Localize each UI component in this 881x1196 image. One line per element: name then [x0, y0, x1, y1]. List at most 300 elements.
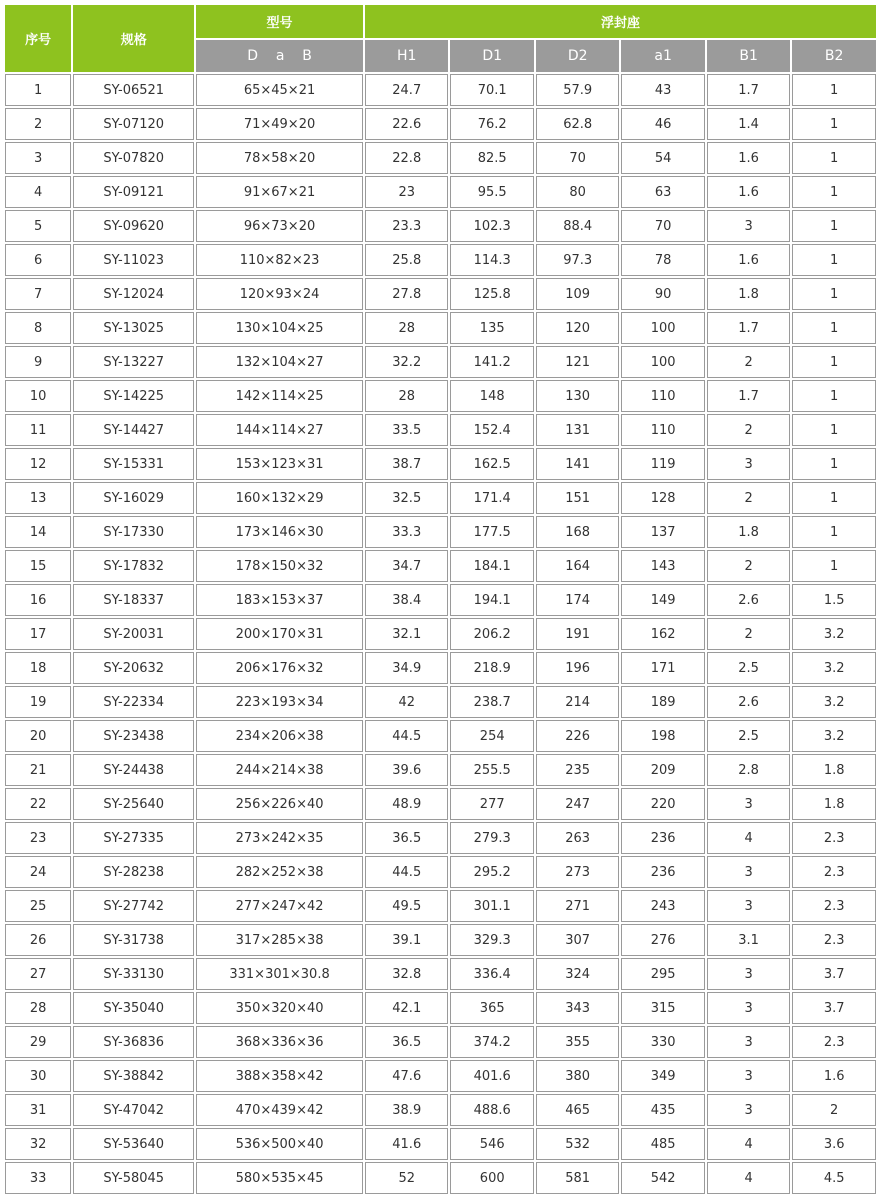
cell-d1: 295.2 [450, 856, 533, 888]
cell-spec: SY-36836 [73, 1026, 194, 1058]
cell-model: 277×247×42 [196, 890, 363, 922]
cell-a1: 78 [621, 244, 704, 276]
cell-seq: 31 [5, 1094, 71, 1126]
cell-h1: 27.8 [365, 278, 448, 310]
cell-d1: 162.5 [450, 448, 533, 480]
cell-d1: 488.6 [450, 1094, 533, 1126]
cell-d1: 336.4 [450, 958, 533, 990]
cell-model: 96×73×20 [196, 210, 363, 242]
cell-h1: 48.9 [365, 788, 448, 820]
cell-b1: 1.6 [707, 142, 790, 174]
cell-spec: SY-35040 [73, 992, 194, 1024]
cell-seq: 23 [5, 822, 71, 854]
cell-d1: 374.2 [450, 1026, 533, 1058]
cell-seq: 24 [5, 856, 71, 888]
cell-b1: 2 [707, 482, 790, 514]
cell-d2: 581 [536, 1162, 619, 1194]
cell-d1: 255.5 [450, 754, 533, 786]
cell-b2: 2.3 [792, 890, 876, 922]
cell-a1: 43 [621, 74, 704, 106]
cell-seq: 9 [5, 346, 71, 378]
cell-d2: 141 [536, 448, 619, 480]
cell-d2: 247 [536, 788, 619, 820]
cell-b2: 1 [792, 414, 876, 446]
cell-model: 110×82×23 [196, 244, 363, 276]
cell-h1: 52 [365, 1162, 448, 1194]
cell-h1: 22.6 [365, 108, 448, 140]
cell-d2: 120 [536, 312, 619, 344]
cell-spec: SY-17832 [73, 550, 194, 582]
cell-spec: SY-18337 [73, 584, 194, 616]
cell-model: 388×358×42 [196, 1060, 363, 1092]
cell-b2: 1 [792, 74, 876, 106]
cell-a1: 276 [621, 924, 704, 956]
cell-h1: 24.7 [365, 74, 448, 106]
cell-d2: 465 [536, 1094, 619, 1126]
cell-b1: 1.7 [707, 74, 790, 106]
cell-a1: 100 [621, 346, 704, 378]
cell-h1: 33.3 [365, 516, 448, 548]
cell-spec: SY-28238 [73, 856, 194, 888]
cell-spec: SY-24438 [73, 754, 194, 786]
cell-b1: 3 [707, 1060, 790, 1092]
cell-b2: 3.6 [792, 1128, 876, 1160]
cell-spec: SY-23438 [73, 720, 194, 752]
table-row [5, 992, 876, 1024]
cell-spec: SY-16029 [73, 482, 194, 514]
cell-model: 331×301×30.8 [196, 958, 363, 990]
table-row [5, 890, 876, 922]
cell-h1: 22.8 [365, 142, 448, 174]
table-row [5, 754, 876, 786]
cell-model: 130×104×25 [196, 312, 363, 344]
cell-spec: SY-38842 [73, 1060, 194, 1092]
header-d2: D2 [536, 40, 619, 72]
header-model-sub: D a B [196, 40, 363, 72]
cell-b1: 4 [707, 822, 790, 854]
cell-seq: 3 [5, 142, 71, 174]
cell-d2: 130 [536, 380, 619, 412]
header-model: 型号 [196, 5, 363, 38]
cell-b1: 2.5 [707, 720, 790, 752]
cell-b2: 1 [792, 210, 876, 242]
cell-d1: 148 [450, 380, 533, 412]
cell-seq: 25 [5, 890, 71, 922]
cell-model: 580×535×45 [196, 1162, 363, 1194]
cell-d1: 135 [450, 312, 533, 344]
cell-a1: 143 [621, 550, 704, 582]
cell-b2: 4.5 [792, 1162, 876, 1194]
cell-d2: 263 [536, 822, 619, 854]
table-row [5, 924, 876, 956]
cell-model: 183×153×37 [196, 584, 363, 616]
cell-spec: SY-58045 [73, 1162, 194, 1194]
cell-d1: 184.1 [450, 550, 533, 582]
table-row [5, 74, 876, 106]
cell-model: 132×104×27 [196, 346, 363, 378]
cell-b1: 3 [707, 788, 790, 820]
cell-h1: 39.6 [365, 754, 448, 786]
cell-seq: 13 [5, 482, 71, 514]
cell-b1: 1.8 [707, 278, 790, 310]
cell-spec: SY-09620 [73, 210, 194, 242]
cell-a1: 189 [621, 686, 704, 718]
table-row [5, 1128, 876, 1160]
cell-b1: 2.8 [707, 754, 790, 786]
cell-b1: 3 [707, 890, 790, 922]
table-row [5, 720, 876, 752]
cell-b2: 1 [792, 346, 876, 378]
cell-seq: 16 [5, 584, 71, 616]
cell-d1: 254 [450, 720, 533, 752]
cell-b2: 1 [792, 108, 876, 140]
cell-seq: 20 [5, 720, 71, 752]
cell-d1: 365 [450, 992, 533, 1024]
cell-model: 200×170×31 [196, 618, 363, 650]
cell-b1: 2.6 [707, 686, 790, 718]
cell-d2: 109 [536, 278, 619, 310]
table-row [5, 176, 876, 208]
table-row [5, 618, 876, 650]
cell-d1: 114.3 [450, 244, 533, 276]
cell-model: 206×176×32 [196, 652, 363, 684]
table-row [5, 822, 876, 854]
cell-b2: 2.3 [792, 856, 876, 888]
cell-a1: 295 [621, 958, 704, 990]
cell-model: 536×500×40 [196, 1128, 363, 1160]
cell-h1: 34.9 [365, 652, 448, 684]
cell-b1: 2.6 [707, 584, 790, 616]
cell-seq: 12 [5, 448, 71, 480]
cell-h1: 32.8 [365, 958, 448, 990]
cell-seq: 15 [5, 550, 71, 582]
cell-d2: 324 [536, 958, 619, 990]
cell-b2: 3.7 [792, 992, 876, 1024]
cell-spec: SY-07820 [73, 142, 194, 174]
cell-h1: 23.3 [365, 210, 448, 242]
header-spec: 规格 [73, 5, 194, 72]
cell-seq: 11 [5, 414, 71, 446]
header-b1: B1 [707, 40, 790, 72]
cell-d2: 214 [536, 686, 619, 718]
cell-seq: 26 [5, 924, 71, 956]
cell-spec: SY-07120 [73, 108, 194, 140]
cell-b1: 2 [707, 550, 790, 582]
table-row [5, 278, 876, 310]
table-row [5, 856, 876, 888]
cell-seq: 7 [5, 278, 71, 310]
cell-spec: SY-25640 [73, 788, 194, 820]
table-row [5, 312, 876, 344]
cell-a1: 119 [621, 448, 704, 480]
cell-d2: 57.9 [536, 74, 619, 106]
cell-model: 470×439×42 [196, 1094, 363, 1126]
cell-d1: 401.6 [450, 1060, 533, 1092]
cell-a1: 236 [621, 822, 704, 854]
cell-d1: 70.1 [450, 74, 533, 106]
cell-a1: 209 [621, 754, 704, 786]
cell-a1: 110 [621, 414, 704, 446]
cell-b2: 1.5 [792, 584, 876, 616]
table-row [5, 1094, 876, 1126]
cell-seq: 4 [5, 176, 71, 208]
cell-d2: 273 [536, 856, 619, 888]
cell-model: 173×146×30 [196, 516, 363, 548]
cell-model: 350×320×40 [196, 992, 363, 1024]
table-row [5, 1026, 876, 1058]
cell-h1: 32.2 [365, 346, 448, 378]
cell-seq: 19 [5, 686, 71, 718]
cell-b1: 1.4 [707, 108, 790, 140]
table-row [5, 414, 876, 446]
cell-b2: 1.8 [792, 788, 876, 820]
cell-d2: 226 [536, 720, 619, 752]
spec-table [3, 3, 878, 1196]
cell-b2: 3.2 [792, 720, 876, 752]
cell-a1: 128 [621, 482, 704, 514]
cell-b2: 1 [792, 482, 876, 514]
cell-b2: 2.3 [792, 822, 876, 854]
cell-h1: 47.6 [365, 1060, 448, 1092]
cell-b2: 3.2 [792, 686, 876, 718]
cell-d1: 171.4 [450, 482, 533, 514]
cell-h1: 36.5 [365, 1026, 448, 1058]
cell-h1: 39.1 [365, 924, 448, 956]
cell-a1: 90 [621, 278, 704, 310]
cell-h1: 44.5 [365, 720, 448, 752]
cell-a1: 330 [621, 1026, 704, 1058]
cell-d1: 277 [450, 788, 533, 820]
cell-d2: 307 [536, 924, 619, 956]
cell-b1: 3 [707, 992, 790, 1024]
cell-h1: 28 [365, 380, 448, 412]
cell-seq: 5 [5, 210, 71, 242]
cell-d1: 125.8 [450, 278, 533, 310]
cell-b2: 1.8 [792, 754, 876, 786]
table-row [5, 516, 876, 548]
table-row [5, 1162, 876, 1194]
cell-d1: 238.7 [450, 686, 533, 718]
table-row [5, 550, 876, 582]
cell-model: 234×206×38 [196, 720, 363, 752]
cell-b1: 3.1 [707, 924, 790, 956]
cell-spec: SY-15331 [73, 448, 194, 480]
cell-d2: 271 [536, 890, 619, 922]
cell-a1: 70 [621, 210, 704, 242]
cell-b1: 3 [707, 1026, 790, 1058]
cell-d2: 168 [536, 516, 619, 548]
cell-model: 273×242×35 [196, 822, 363, 854]
table-body [5, 74, 876, 1194]
cell-d1: 279.3 [450, 822, 533, 854]
cell-b1: 2 [707, 414, 790, 446]
cell-b2: 1 [792, 278, 876, 310]
cell-b2: 1 [792, 380, 876, 412]
cell-d2: 88.4 [536, 210, 619, 242]
table-row [5, 210, 876, 242]
cell-model: 144×114×27 [196, 414, 363, 446]
table-row [5, 346, 876, 378]
cell-a1: 63 [621, 176, 704, 208]
cell-d2: 62.8 [536, 108, 619, 140]
header-seat: 浮封座 [365, 5, 876, 38]
cell-d2: 151 [536, 482, 619, 514]
cell-d1: 206.2 [450, 618, 533, 650]
cell-seq: 21 [5, 754, 71, 786]
cell-seq: 28 [5, 992, 71, 1024]
cell-b1: 2 [707, 618, 790, 650]
cell-d1: 218.9 [450, 652, 533, 684]
cell-spec: SY-14225 [73, 380, 194, 412]
cell-spec: SY-17330 [73, 516, 194, 548]
cell-a1: 315 [621, 992, 704, 1024]
cell-d1: 95.5 [450, 176, 533, 208]
cell-h1: 34.7 [365, 550, 448, 582]
table-row [5, 1060, 876, 1092]
cell-seq: 18 [5, 652, 71, 684]
cell-b1: 1.7 [707, 380, 790, 412]
cell-h1: 38.9 [365, 1094, 448, 1126]
cell-h1: 32.1 [365, 618, 448, 650]
cell-d2: 131 [536, 414, 619, 446]
cell-seq: 22 [5, 788, 71, 820]
cell-b1: 4 [707, 1162, 790, 1194]
cell-b2: 1 [792, 516, 876, 548]
cell-b1: 3 [707, 448, 790, 480]
cell-d2: 191 [536, 618, 619, 650]
cell-d2: 164 [536, 550, 619, 582]
cell-b2: 1 [792, 176, 876, 208]
cell-d2: 532 [536, 1128, 619, 1160]
cell-d1: 194.1 [450, 584, 533, 616]
cell-d2: 121 [536, 346, 619, 378]
cell-d1: 152.4 [450, 414, 533, 446]
cell-seq: 33 [5, 1162, 71, 1194]
cell-b2: 1.6 [792, 1060, 876, 1092]
cell-spec: SY-31738 [73, 924, 194, 956]
cell-b2: 1 [792, 448, 876, 480]
cell-h1: 25.8 [365, 244, 448, 276]
table-row [5, 108, 876, 140]
cell-spec: SY-47042 [73, 1094, 194, 1126]
cell-d1: 76.2 [450, 108, 533, 140]
cell-b2: 3.7 [792, 958, 876, 990]
cell-d2: 380 [536, 1060, 619, 1092]
cell-model: 65×45×21 [196, 74, 363, 106]
cell-a1: 485 [621, 1128, 704, 1160]
cell-model: 120×93×24 [196, 278, 363, 310]
cell-model: 282×252×38 [196, 856, 363, 888]
cell-spec: SY-12024 [73, 278, 194, 310]
cell-spec: SY-11023 [73, 244, 194, 276]
cell-d1: 600 [450, 1162, 533, 1194]
cell-b1: 1.8 [707, 516, 790, 548]
cell-b1: 3 [707, 210, 790, 242]
cell-b1: 1.6 [707, 244, 790, 276]
cell-h1: 41.6 [365, 1128, 448, 1160]
cell-model: 78×58×20 [196, 142, 363, 174]
cell-spec: SY-20031 [73, 618, 194, 650]
cell-b2: 3.2 [792, 618, 876, 650]
cell-d2: 196 [536, 652, 619, 684]
cell-b1: 2 [707, 346, 790, 378]
cell-h1: 42 [365, 686, 448, 718]
cell-b2: 1 [792, 312, 876, 344]
cell-spec: SY-09121 [73, 176, 194, 208]
cell-spec: SY-20632 [73, 652, 194, 684]
cell-h1: 38.4 [365, 584, 448, 616]
cell-b1: 4 [707, 1128, 790, 1160]
table-row [5, 584, 876, 616]
cell-b2: 2.3 [792, 1026, 876, 1058]
cell-a1: 100 [621, 312, 704, 344]
cell-d2: 174 [536, 584, 619, 616]
cell-h1: 33.5 [365, 414, 448, 446]
cell-spec: SY-13025 [73, 312, 194, 344]
cell-d2: 70 [536, 142, 619, 174]
cell-model: 244×214×38 [196, 754, 363, 786]
cell-d2: 97.3 [536, 244, 619, 276]
cell-spec: SY-13227 [73, 346, 194, 378]
table-row [5, 142, 876, 174]
cell-b1: 3 [707, 958, 790, 990]
table-row [5, 788, 876, 820]
cell-seq: 17 [5, 618, 71, 650]
cell-d1: 141.2 [450, 346, 533, 378]
cell-b1: 3 [707, 856, 790, 888]
cell-b1: 1.6 [707, 176, 790, 208]
header-b2: B2 [792, 40, 876, 72]
cell-model: 317×285×38 [196, 924, 363, 956]
cell-a1: 542 [621, 1162, 704, 1194]
cell-b2: 2 [792, 1094, 876, 1126]
cell-seq: 14 [5, 516, 71, 548]
cell-seq: 32 [5, 1128, 71, 1160]
cell-spec: SY-53640 [73, 1128, 194, 1160]
cell-a1: 162 [621, 618, 704, 650]
cell-spec: SY-27742 [73, 890, 194, 922]
header-a1: a1 [621, 40, 704, 72]
cell-d1: 102.3 [450, 210, 533, 242]
cell-d1: 82.5 [450, 142, 533, 174]
cell-spec: SY-27335 [73, 822, 194, 854]
cell-a1: 137 [621, 516, 704, 548]
cell-b1: 2.5 [707, 652, 790, 684]
cell-b2: 1 [792, 550, 876, 582]
cell-h1: 28 [365, 312, 448, 344]
cell-h1: 44.5 [365, 856, 448, 888]
cell-h1: 49.5 [365, 890, 448, 922]
cell-h1: 38.7 [365, 448, 448, 480]
cell-seq: 6 [5, 244, 71, 276]
cell-d1: 177.5 [450, 516, 533, 548]
cell-d1: 301.1 [450, 890, 533, 922]
cell-model: 153×123×31 [196, 448, 363, 480]
cell-d2: 343 [536, 992, 619, 1024]
table-row [5, 482, 876, 514]
cell-b2: 1 [792, 142, 876, 174]
table-row [5, 448, 876, 480]
cell-b2: 1 [792, 244, 876, 276]
table-row [5, 652, 876, 684]
cell-d2: 80 [536, 176, 619, 208]
cell-spec: SY-33130 [73, 958, 194, 990]
cell-model: 142×114×25 [196, 380, 363, 412]
cell-model: 178×150×32 [196, 550, 363, 582]
cell-b1: 1.7 [707, 312, 790, 344]
cell-a1: 149 [621, 584, 704, 616]
cell-h1: 42.1 [365, 992, 448, 1024]
